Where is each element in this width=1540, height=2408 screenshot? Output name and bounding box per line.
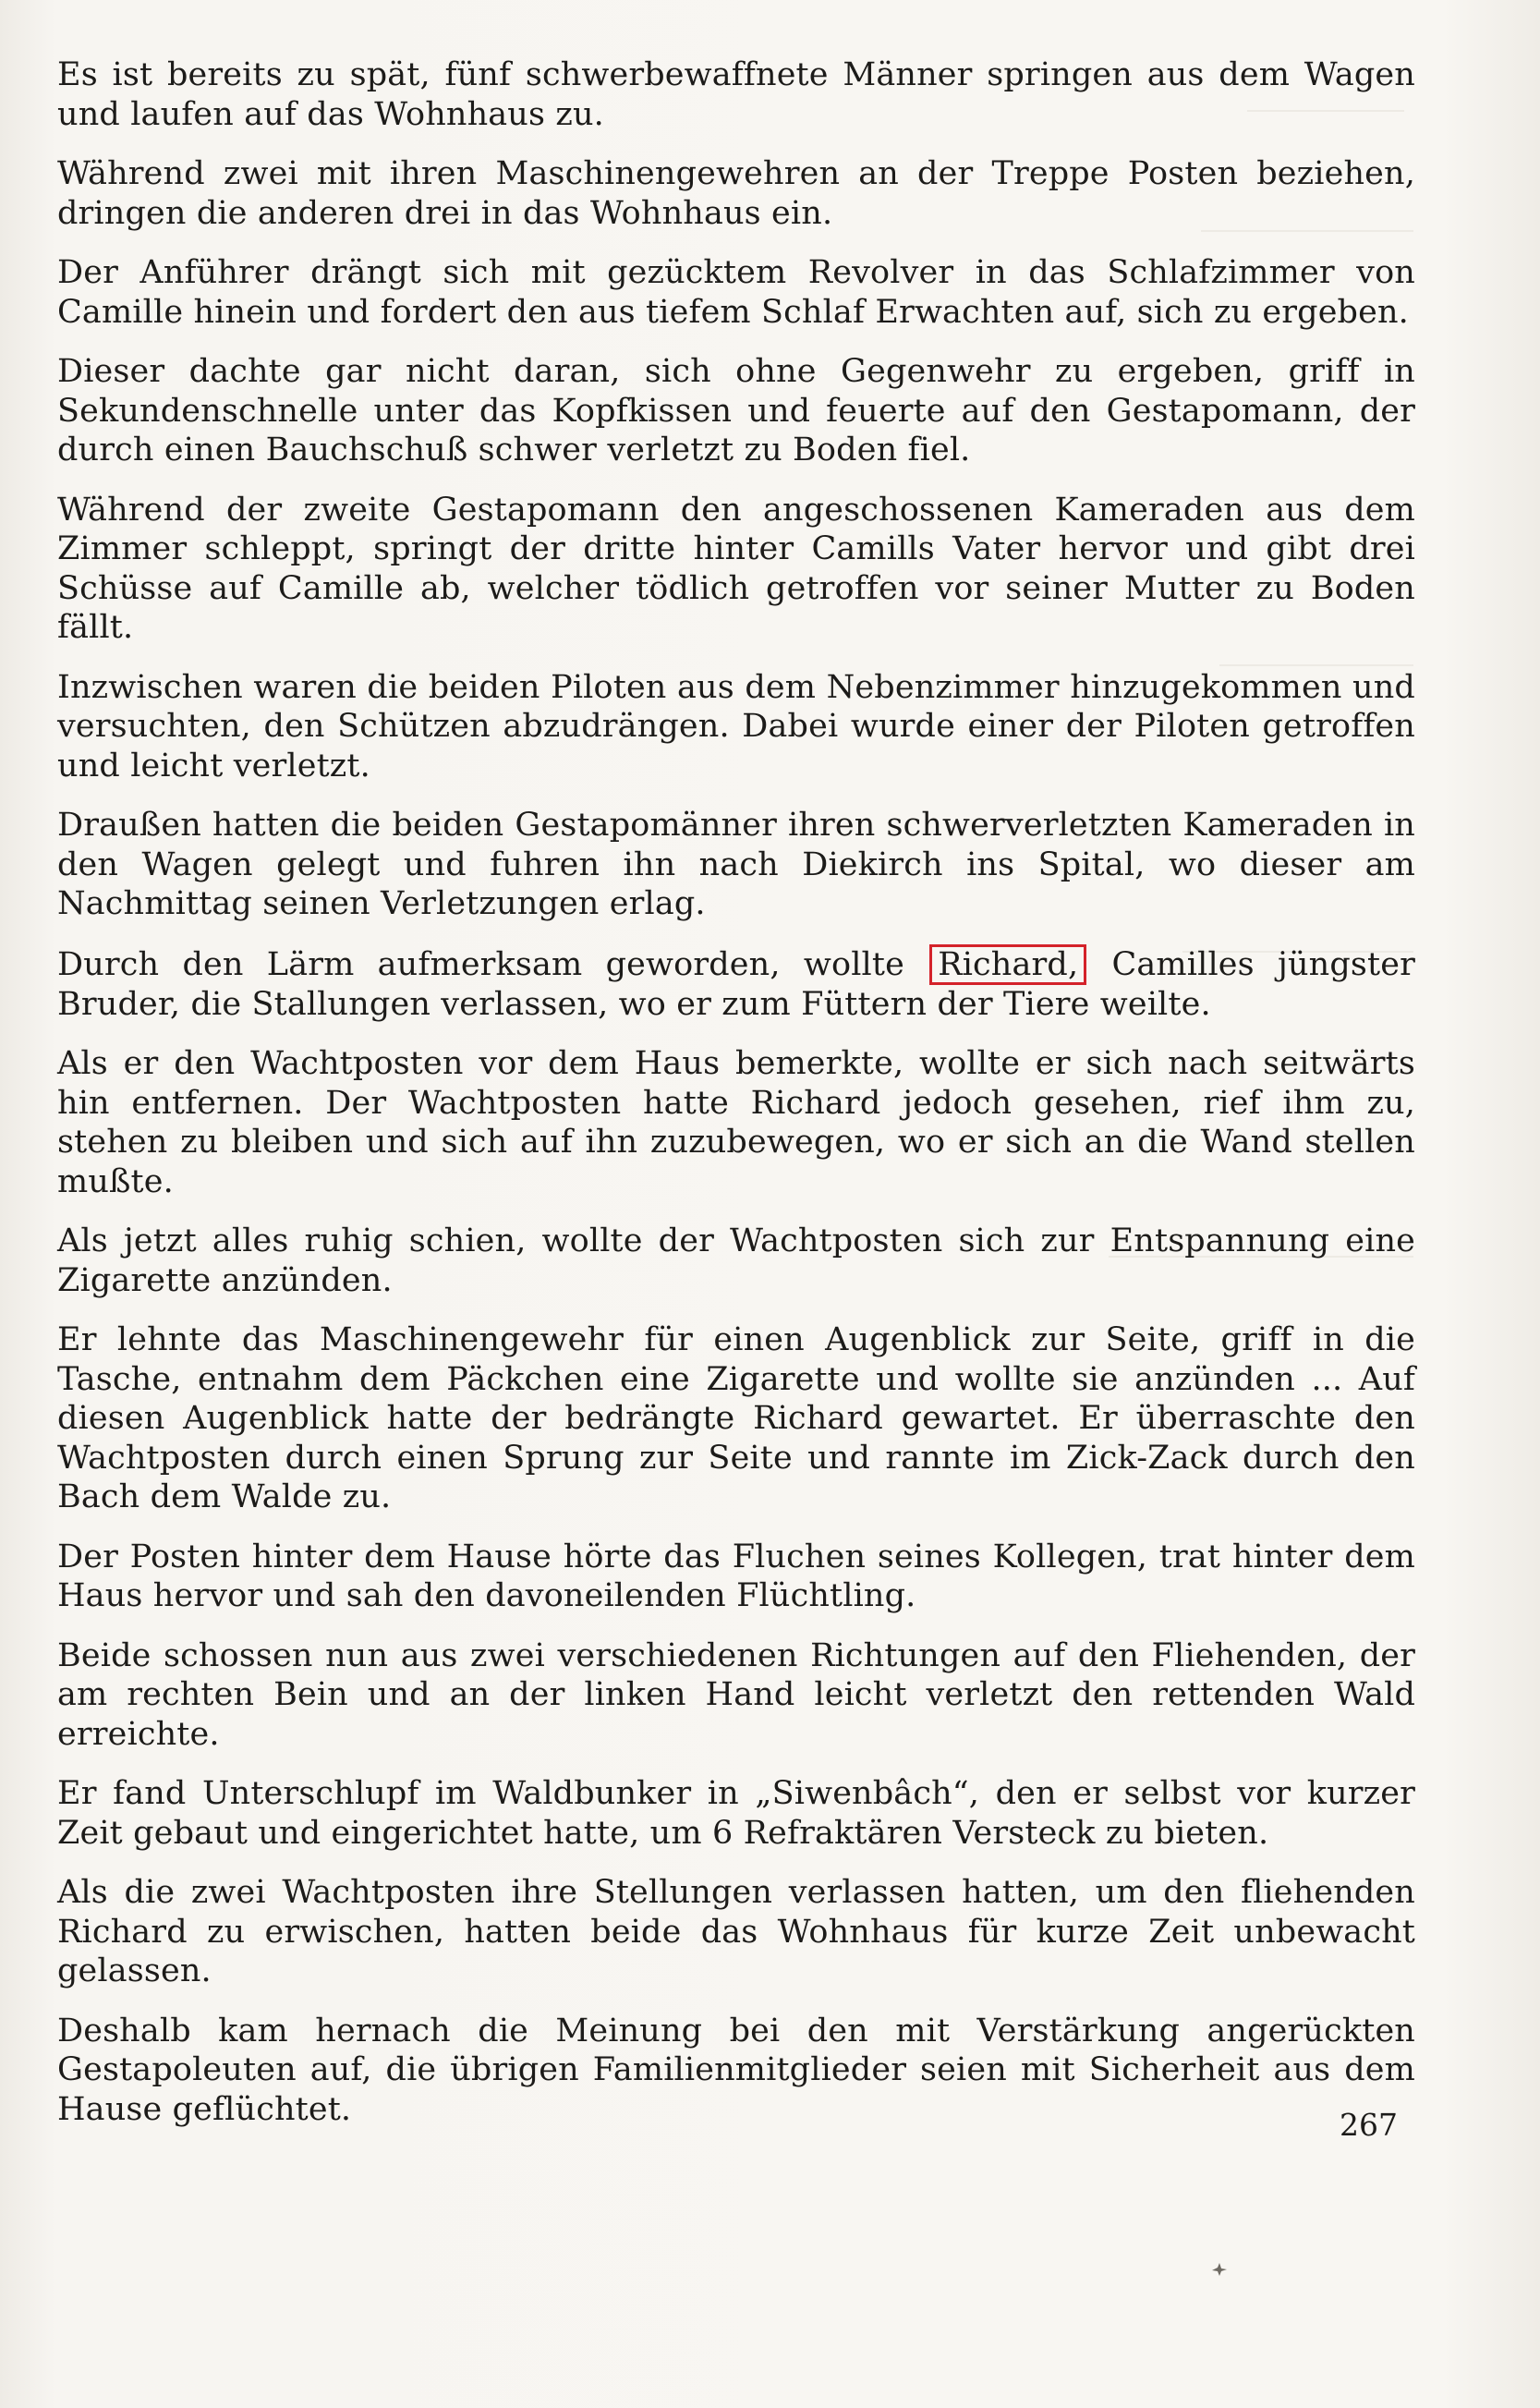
paragraph-1: Es ist bereits zu spät, fünf schwerbewaffnete Männer springen aus dem Wagen und laufen auf das Wohnhaus zu.: [57, 56, 1415, 133]
paragraph-10: Als jetzt alles ruhig schien, wollte der Wachtposten sich zur Entspannung eine Zigarette anzünden.: [57, 1222, 1415, 1299]
highlighted-name-box: Richard,: [929, 944, 1086, 985]
paragraph-8-before: Durch den Lärm aufmerksam geworden, wollte: [57, 945, 904, 983]
paragraph-4: Dieser dachte gar nicht daran, sich ohne Gegenwehr zu ergeben, griff in Sekundenschnelle unter das Kopfkissen und feuerte auf den Gestapomann, der durch einen Bauchschuß schwer verletzt zu Boden fiel.: [57, 353, 1415, 468]
paragraph-12: Der Posten hinter dem Hause hörte das Fluchen seines Kollegen, trat hinter dem Haus hervor und sah den davoneilenden Flüchtling.: [57, 1538, 1415, 1614]
paragraph-2: Während zwei mit ihren Maschinengewehren an der Treppe Posten beziehen, dringen die anderen drei in das Wohnhaus ein.: [57, 155, 1415, 232]
ink-smudge-icon: [1210, 2262, 1229, 2277]
paragraph-14: Er fand Unterschlupf im Waldbunker in „Siwenbâch“, den er selbst vor kurzer Zeit gebaut und eingerichtet hatte, um 6 Refraktären Versteck zu bieten.: [57, 1775, 1415, 1852]
paragraph-9: Als er den Wachtposten vor dem Haus bemerkte, wollte er sich nach seitwärts hin entfernen. Der Wachtposten hatte Richard jedoch gesehen, rief ihm zu, stehen zu bleiben und sich auf ihn zuzubewegen, wo er sich an die Wand stellen mußte.: [57, 1045, 1415, 1200]
paragraph-13: Beide schossen nun aus zwei verschiedenen Richtungen auf den Fliehenden, der am rechten Bein und an der linken Hand leicht verletzt den rettenden Wald erreichte.: [57, 1636, 1415, 1753]
paragraph-8: [57, 944, 1415, 1025]
page-number: 267: [1340, 2107, 1398, 2143]
paragraph-7: Draußen hatten die beiden Gestapomänner ihren schwerverletzten Kameraden in den Wagen gelegt und fuhren ihn nach Diekirch ins Spital, wo dieser am Nachmittag seinen Verletzungen erlag.: [57, 807, 1415, 922]
paragraph-6: Inzwischen waren die beiden Piloten aus dem Nebenzimmer hinzugekommen und versuchten, den Schützen abzudrängen. Dabei wurde einer der Piloten getroffen und leicht verletzt.: [57, 668, 1415, 784]
body-text: [57, 55, 1415, 2149]
paragraph-11: Er lehnte das Maschinengewehr für einen Augenblick zur Seite, griff in die Tasche, entnahm dem Päckchen eine Zigarette und wollte sie anzünden ... Auf diesen Augenblick hatte der bedrängte Richard gewartet. Er überraschte den Wachtposten durch einen Sprung zur Seite und rannte im Zick-Zack durch den Bach dem Walde zu.: [57, 1321, 1415, 1515]
paragraph-15: Als die zwei Wachtposten ihre Stellungen verlassen hatten, um den fliehenden Richard zu erwischen, hatten beide das Wohnhaus für kurze Zeit unbewacht gelassen.: [57, 1874, 1415, 1989]
paragraph-3: Der Anführer drängt sich mit gezücktem Revolver in das Schlafzimmer von Camille hinein und fordert den aus tiefem Schlaf Erwachten auf, sich zu ergeben.: [57, 254, 1415, 331]
paragraph-16: Deshalb kam hernach die Meinung bei den mit Verstärkung angerückten Gestapoleuten auf, die übrigen Familienmitglieder seien mit Sicherheit aus dem Hause geflüchtet.: [57, 2012, 1415, 2128]
paragraph-5: Während der zweite Gestapomann den angeschossenen Kameraden aus dem Zimmer schleppt, springt der dritte hinter Camills Vater hervor und gibt drei Schüsse auf Camille ab, welcher tödlich getroffen vor seiner Mutter zu Boden fällt.: [57, 491, 1415, 646]
paragraph-8-after: Camilles jüngster Bruder, die Stallungen verlassen, wo er zum Füttern der Tiere weilte.: [57, 945, 1416, 1023]
